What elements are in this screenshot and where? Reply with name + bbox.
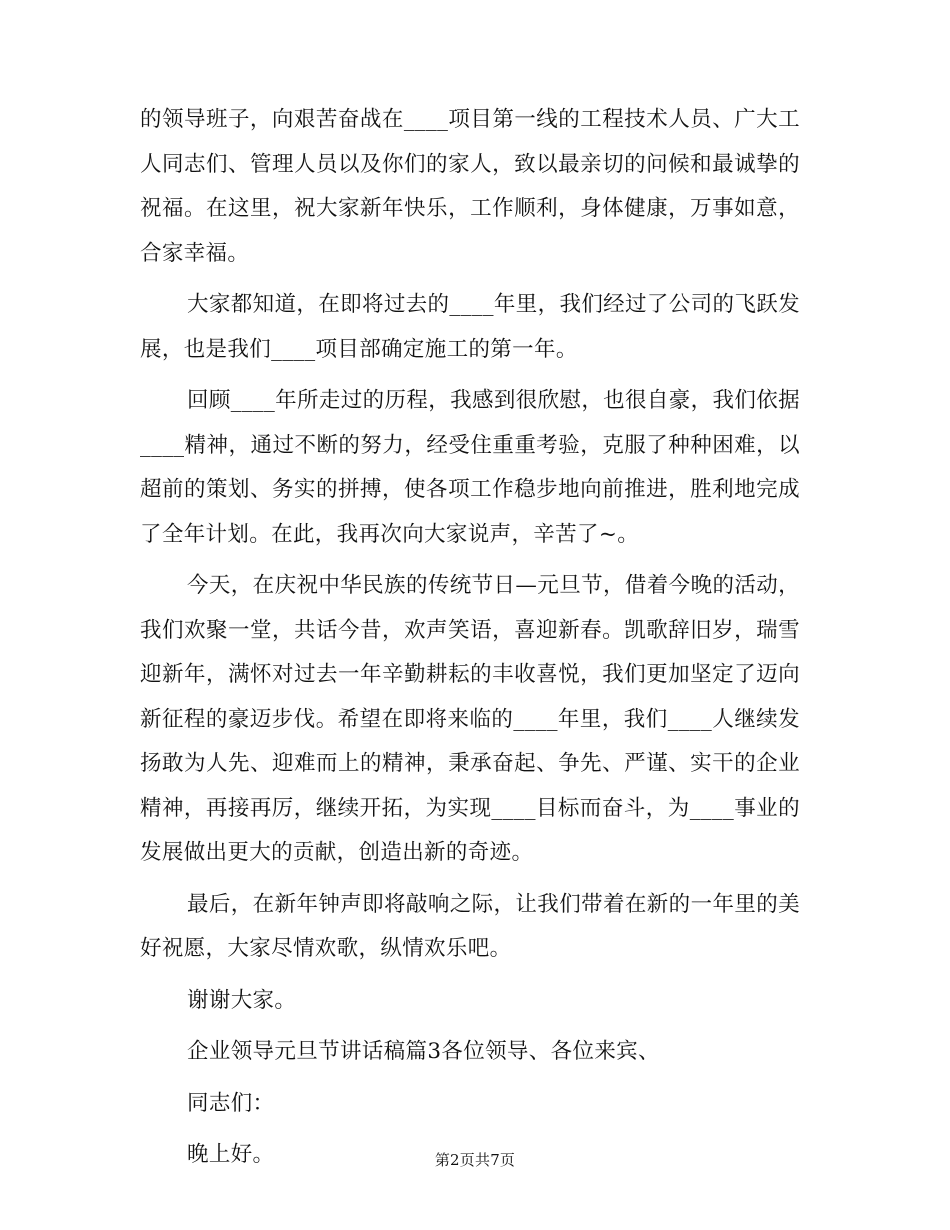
paragraph-closing-wishes: 最后，在新年钟声即将敲响之际，让我们带着在新的一年里的美好祝愿，大家尽情欢歌，纵情欢乐吧。	[140, 891, 800, 961]
paragraph-salutation: 同志们：	[187, 1090, 275, 1116]
paragraph-review: 回顾____年所走过的历程，我感到很欣慰，也很自豪，我们依据____精神，通过不断的努力，经受住重重考验，克服了种种困难，以超前的策划、务实的拼搏，使各项工作稳步地向前推进，胜利地完成了全年计划。在此，我再次向大家说声，辛苦了~。	[140, 388, 800, 547]
paragraph-thanks: 谢谢大家。	[187, 987, 297, 1013]
document-body	[140, 98, 800, 1185]
paragraph-celebration: 今天，在庆祝中华民族的传统节日—元旦节，借着今晚的活动，我们欢聚一堂，共话今昔，欢声笑语，喜迎新春。凯歌辞旧岁，瑞雪迎新年，满怀对过去一年辛勤耕耘的丰收喜悦，我们更加坚定了迈向新征程的豪迈步伐。希望在即将来临的____年里，我们____人继续发扬敢为人先、迎难而上的精神，秉承奋起、争先、严谨、实干的企业精神，再接再厉，继续开拓，为实现____目标而奋斗，为____事业的发展做出更大的贡献，创造出新的奇迹。	[140, 573, 800, 865]
page-number-footer: 第2页共7页	[434, 1151, 516, 1169]
paragraph-speech-heading: 企业领导元旦节讲话稿篇3各位领导、各位来宾、	[187, 1039, 660, 1064]
paragraph-continuation: 的领导班子，向艰苦奋战在____项目第一线的工程技术人员、广大工人同志们、管理人员以及你们的家人，致以最亲切的问候和最诚挚的祝福。在这里，祝大家新年快乐，工作顺利，身体健康，万事如意，合家幸福。	[140, 107, 800, 266]
paragraph-greeting: 晚上好。	[187, 1142, 275, 1167]
paragraph-development: 大家都知道，在即将过去的____年里，我们经过了公司的飞跃发展，也是我们____项目部确定施工的第一年。	[140, 292, 800, 362]
